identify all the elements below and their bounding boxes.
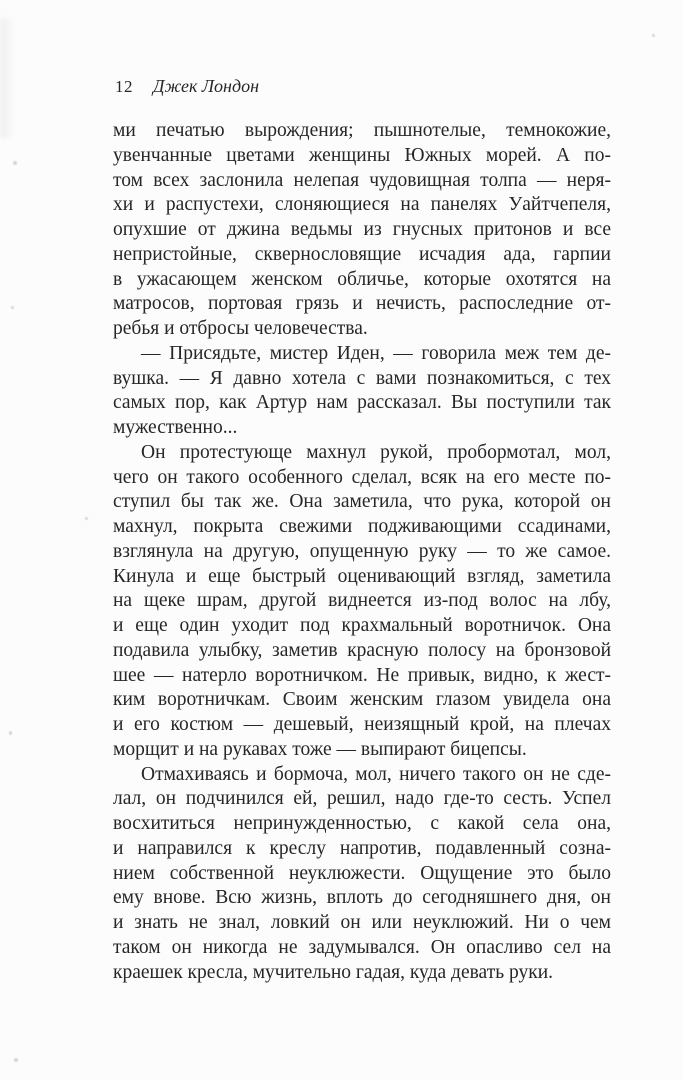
text-line: чего он такого особенного сделал, всяк на его месте по- xyxy=(113,466,611,488)
text-line: и его костюм — дешевый, неизящный крой, на плечах xyxy=(113,714,611,735)
text-line: и знать не знал, ловкий он или неуклюжий. Ни о чем xyxy=(113,912,611,933)
paragraph xyxy=(113,342,611,441)
text-line: — Присядьте, мистер Иден, — говорила меж тем де- xyxy=(141,342,611,364)
text-line: том всех заслонила нелепая чудовищная толпа — неря- xyxy=(113,169,611,191)
text-line: восхититься непринужденностью, с какой села она, xyxy=(113,813,611,834)
text-line: непристойные, сквернословящие исчадия ада, гарпии xyxy=(113,243,611,265)
scan-speckle xyxy=(11,306,14,309)
text-line: подавила улыбку, заметив красную полосу на бронзовой xyxy=(113,639,611,661)
text-line: ему внове. Всю жизнь, вплоть до сегодняшнего дня, он xyxy=(113,887,611,909)
scan-speckle xyxy=(13,161,17,165)
text-line: опухшие от джина ведьмы из гнусных притонов и все xyxy=(113,219,611,240)
text-line: и еще один уходит под крахмальный воротничок. Она xyxy=(113,615,611,636)
text-line: краешек кресла, мучительно гадая, куда девать руки. xyxy=(113,961,554,983)
text-line: матросов, портовая грязь и нечисть, распоследние от- xyxy=(113,293,611,315)
text-line: махнул, покрыта свежими подживающими ссадинами, xyxy=(113,516,611,537)
text-line: морщит и на рукавах тоже — выпирают бицепсы. xyxy=(113,738,527,760)
running-title: Джек Лондон xyxy=(153,76,260,96)
scan-speckle xyxy=(652,34,655,37)
paragraph xyxy=(113,441,611,763)
scan-speckle xyxy=(85,517,88,520)
page-header xyxy=(115,76,259,97)
text-line: ким воротничкам. Своим женским глазом увидела она xyxy=(113,689,611,711)
text-line: таком он никогда не задумывался. Он опасливо сел на xyxy=(113,936,611,958)
text-line: вушка. — Я давно хотела с вами познакомиться, с тех xyxy=(113,367,611,389)
scan-speckle xyxy=(9,731,12,735)
text-line: ми печатью вырождения; пышнотелые, темнокожие, xyxy=(113,120,611,141)
text-line: ступил бы так же. Она заметила, что рука, которой он xyxy=(113,491,611,513)
page-number: 12 xyxy=(115,77,133,96)
text-line: самых пор, как Артур нам рассказал. Вы поступили так xyxy=(113,392,611,414)
scan-smudge xyxy=(0,18,16,138)
text-line: мужественно... xyxy=(113,417,238,438)
text-line: в ужасающем женском обличье, которые охотятся на xyxy=(113,268,611,290)
text-line: Кинула и еще быстрый оценивающий взгляд, заметила xyxy=(113,565,611,587)
text-line: и направился к креслу напротив, подавленный созна- xyxy=(113,837,611,859)
body-text xyxy=(113,119,611,985)
text-line: нием собственной неуклюжести. Ощущение это было xyxy=(113,862,611,884)
text-line: Он протестующе махнул рукой, пробормотал, мол, xyxy=(141,441,611,463)
text-line: хи и распустехи, слоняющиеся на панелях Уайтчепеля, xyxy=(113,194,611,216)
text-line: взглянула на другую, опущенную руку — то же самое. xyxy=(113,540,611,562)
text-line: лал, он подчинился ей, решил, надо где-то сесть. Успел xyxy=(113,788,611,810)
text-line: Отмахиваясь и бормоча, мол, ничего такого он не сде- xyxy=(141,763,611,785)
text-line: на щеке шрам, другой виднеется из-под волос на лбу, xyxy=(113,590,611,612)
text-line: увенчанные цветами женщины Южных морей. А по- xyxy=(113,144,611,166)
scan-speckle xyxy=(14,1058,18,1062)
paragraph xyxy=(113,763,611,986)
text-line: ребья и отбросы человечества. xyxy=(113,318,368,339)
paragraph xyxy=(113,119,611,342)
text-line: шее — натерло воротничком. Не привык, видно, к жест- xyxy=(113,664,611,686)
